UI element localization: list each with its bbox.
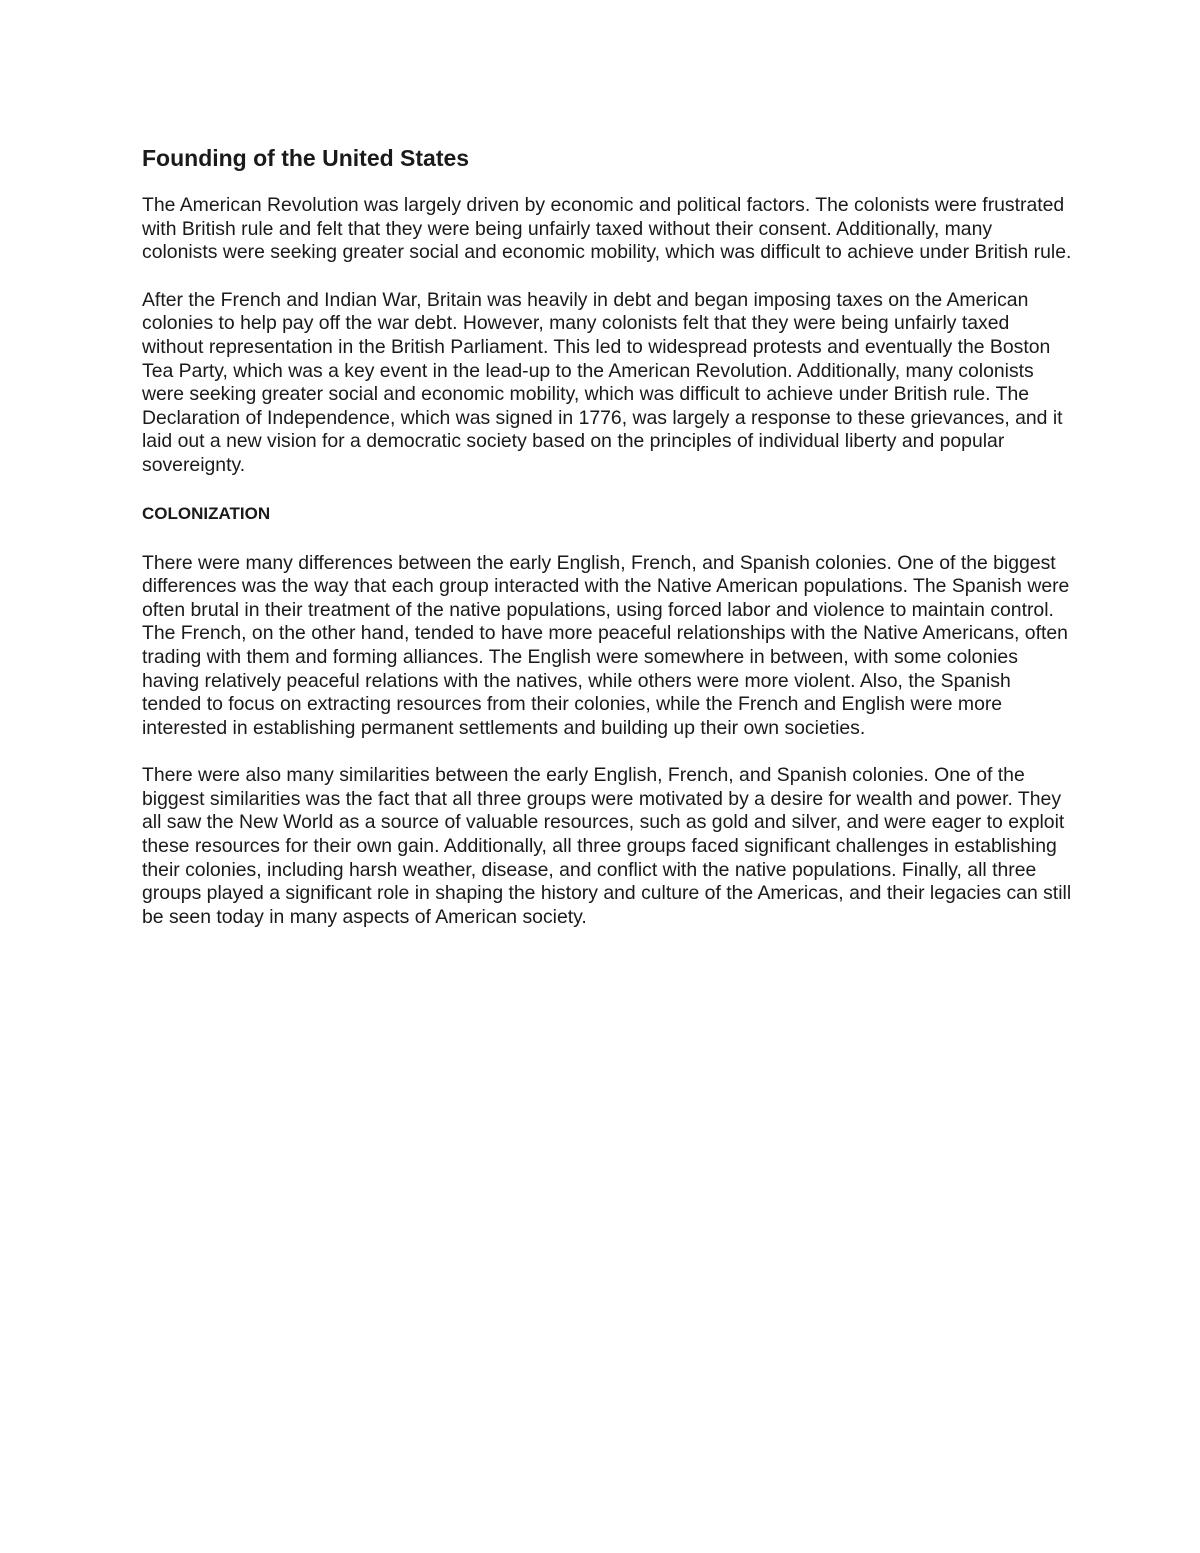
paragraph-colony-similarities: There were also many similarities between the early English, French, and Spanish colonies. One of the biggest similarities was the fact that all three groups were motivated by a desire for wealth and power. They all saw the New World as a source of valuable resources, such as gold and silver, and were eager to exploit these resources for their own gain. Additionally, all three groups faced significant challenges in establishing their colonies, including harsh weather, disease, and conflict with the native populations. Finally, all three groups played a significant role in shaping the history and culture of the Americas, and their legacies can still be seen today in many aspects of American society.	[142, 764, 1072, 928]
paragraph-french-indian-war: After the French and Indian War, Britain was heavily in debt and began imposing taxes on the American colonies to help pay off the war debt. However, many colonists felt that they were being unfairly taxed without representation in the British Parliament. This led to widespread protests and eventually the Boston Tea Party, which was a key event in the lead-up to the American Revolution. Additionally, many colonists were seeking greater social and economic mobility, which was difficult to achieve under British rule. The Declaration of Independence, which was signed in 1776, was largely a response to these grievances, and it laid out a new vision for a democratic society based on the principles of individual liberty and popular sovereignty.	[142, 288, 1063, 476]
section-heading-colonization: COLONIZATION	[142, 503, 271, 523]
paragraph-colony-differences: There were many differences between the early English, French, and Spanish colonies. One of the biggest differences was the way that each group interacted with the Native American populations. The Spanish were often brutal in their treatment of the native populations, using forced labor and violence to maintain control. The French, on the other hand, tended to have more peaceful relationships with the Native Americans, often trading with them and forming alliances. The English were somewhere in between, with some colonies having relatively peaceful relations with the natives, while others were more violent. Also, the Spanish tended to focus on extracting resources from their colonies, while the French and English were more interested in establishing permanent settlements and building up their own societies.	[142, 551, 1070, 739]
paragraph-revolution-causes: The American Revolution was largely driven by economic and political factors. The colonists were frustrated with British rule and felt that they were being unfairly taxed without their consent. Additionally, many colonists were seeking greater social and economic mobility, which was difficult to achieve under British rule.	[142, 194, 1072, 264]
document-title: Founding of the United States	[142, 145, 470, 171]
document-body	[142, 142, 1072, 953]
